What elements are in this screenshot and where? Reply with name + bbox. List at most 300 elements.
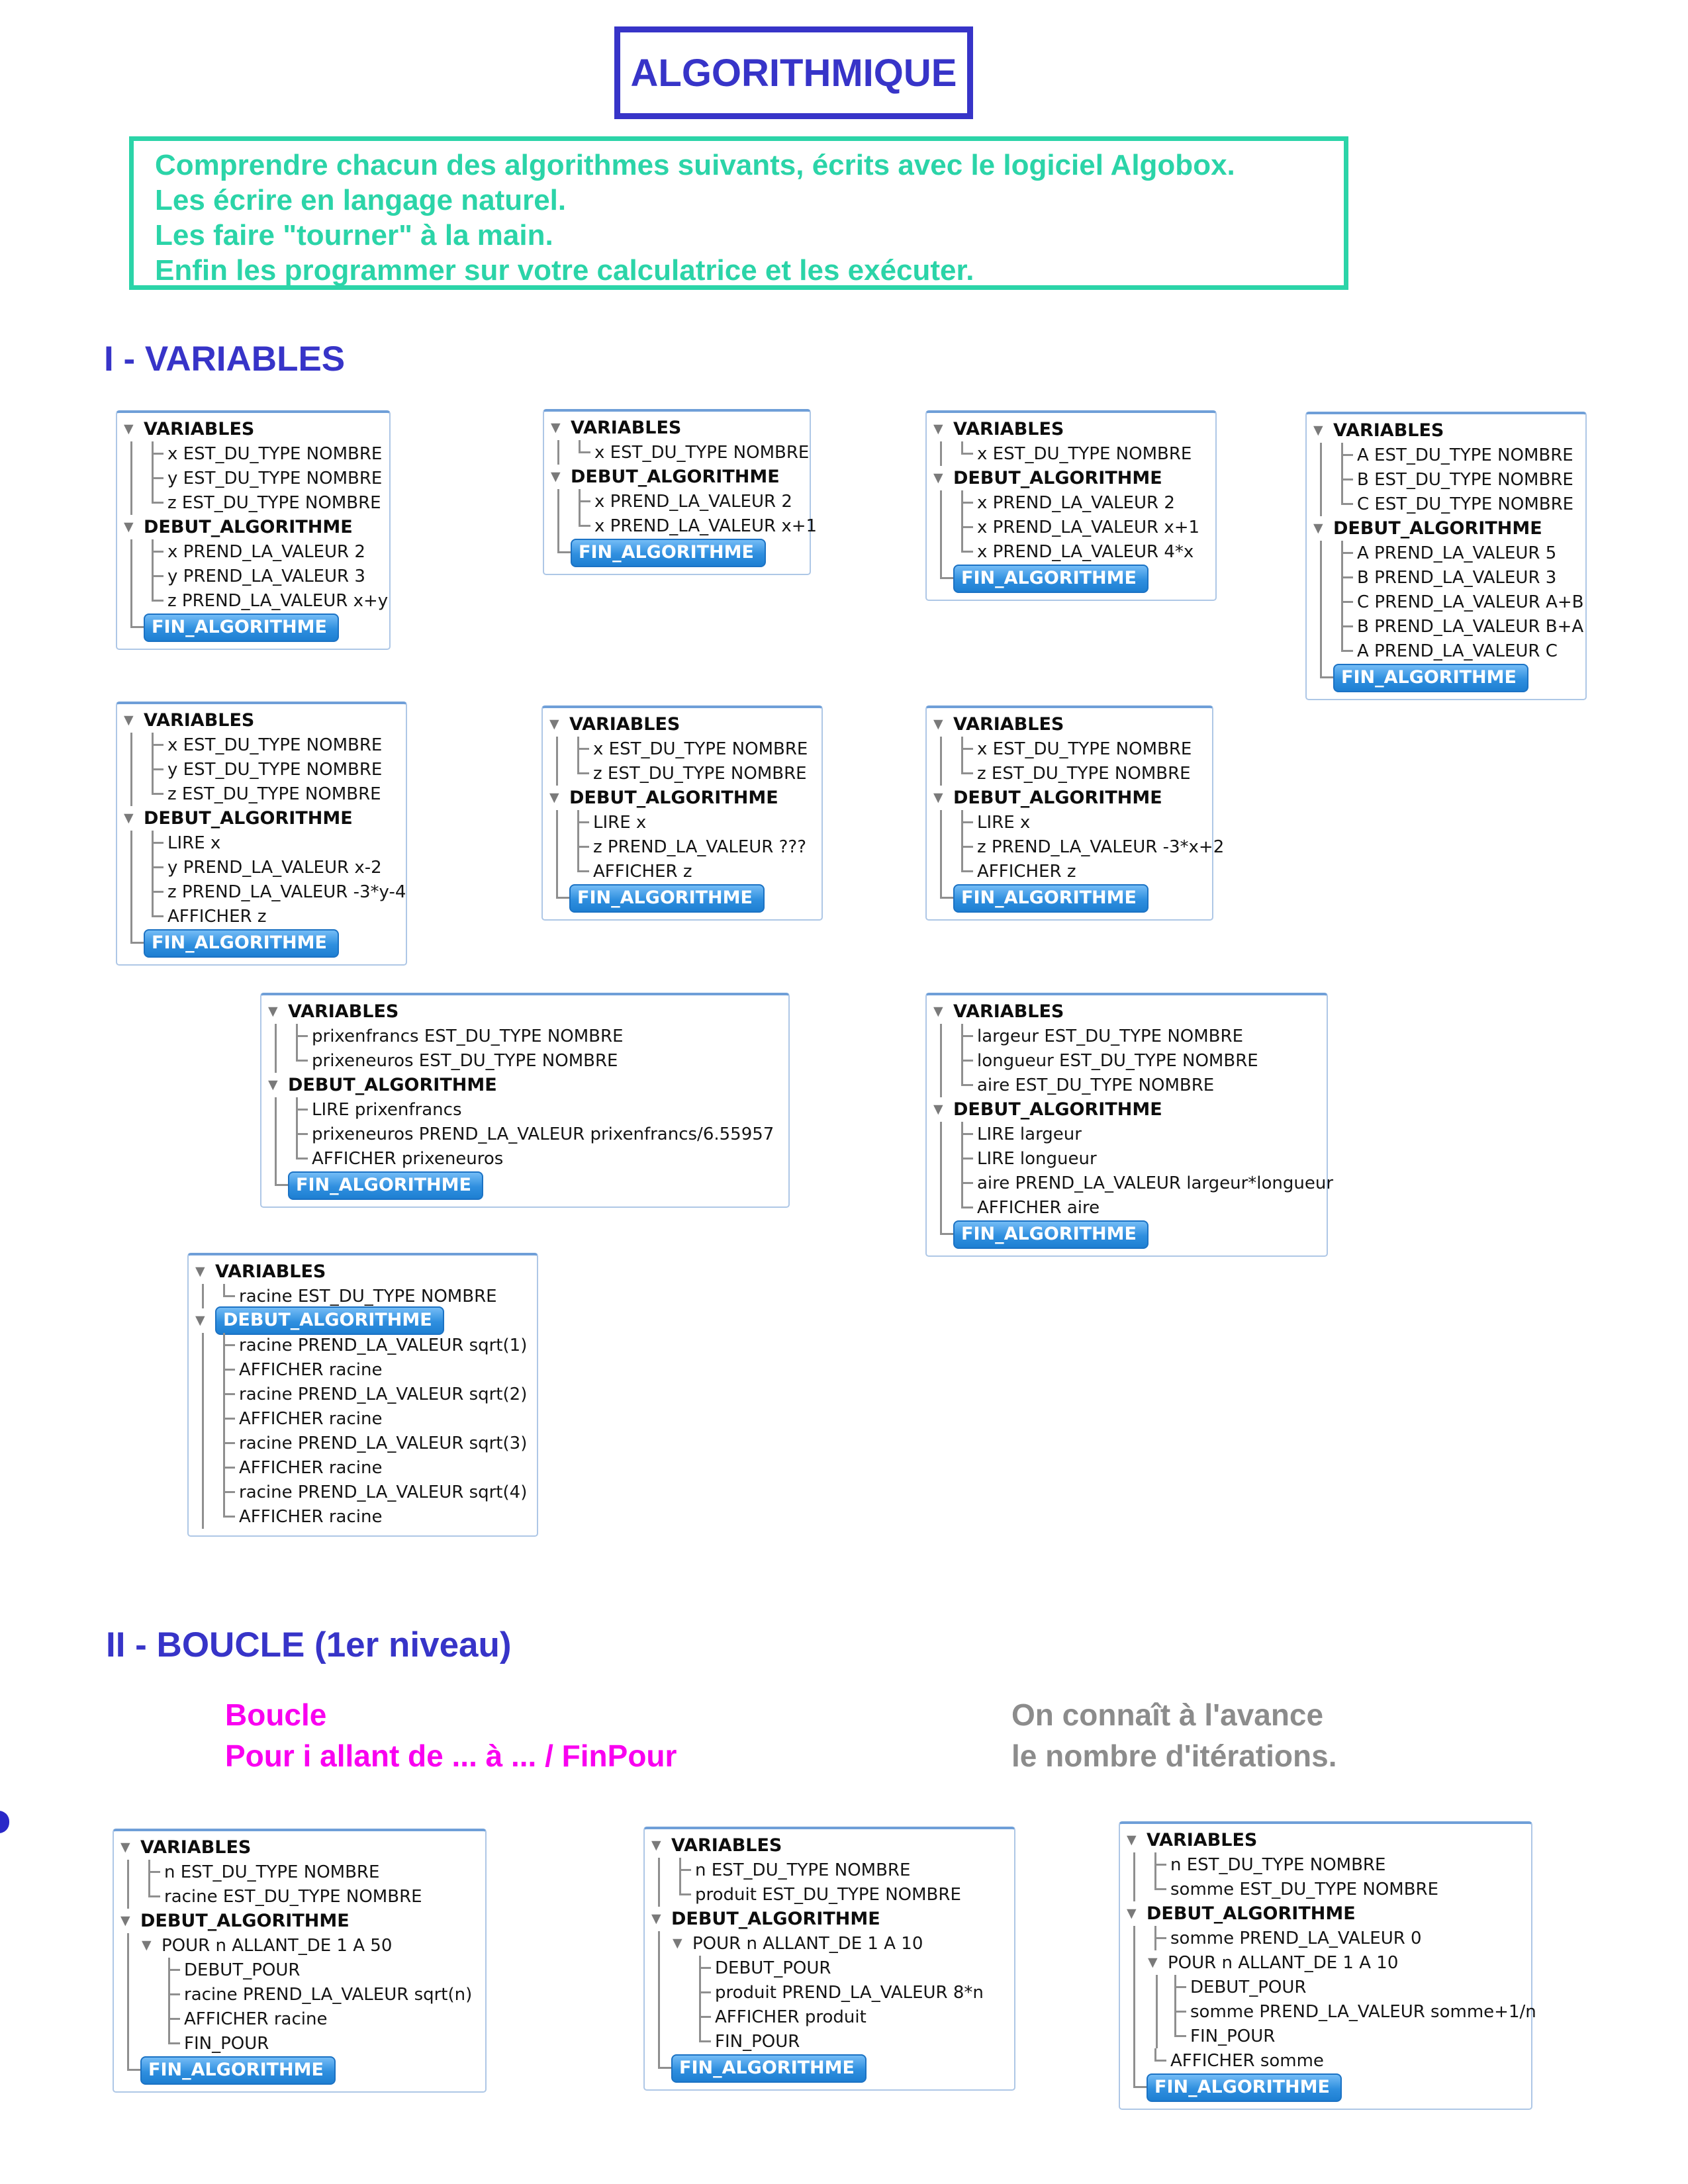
tree-branch-connector [215, 1406, 235, 1431]
tree-node-label: VARIABLES [144, 419, 255, 439]
tree-branch-connector [144, 855, 164, 880]
tree-node-item[interactable] [1124, 1999, 1536, 2024]
tree-connector-line [1147, 1999, 1166, 2024]
tree-node-label: z EST_DU_TYPE NOMBRE [977, 763, 1191, 784]
tree-node-item[interactable] [121, 757, 402, 782]
tree-node-label: DEBUT_ALGORITHME [140, 1911, 350, 1931]
tree-connector-line [1311, 492, 1333, 516]
tree-node-label: n EST_DU_TYPE NOMBRE [1170, 1854, 1386, 1875]
tree-node-item[interactable] [931, 1122, 1323, 1146]
tree-node-item[interactable] [121, 904, 402, 929]
tree-node-header[interactable] [1311, 418, 1581, 443]
tree-node-header[interactable] [193, 1259, 533, 1284]
tree-node-item[interactable] [649, 2029, 1010, 2054]
tree-node-label: AFFICHER aire [977, 1197, 1100, 1218]
tree-connector-line [1124, 1975, 1147, 1999]
tree-connector-line [671, 2029, 691, 2054]
tree-node-loop-header[interactable] [118, 1933, 481, 1958]
tree-branch-connector [547, 884, 569, 913]
tree-node-item[interactable] [193, 1504, 533, 1529]
tree-node-label: DEBUT_ALGORITHME [144, 808, 353, 829]
expanded-triangle-icon[interactable]: ▼ [549, 717, 559, 731]
tree-node-item[interactable] [121, 441, 385, 466]
expanded-triangle-icon[interactable]: ▼ [1127, 1833, 1137, 1847]
tree-node-item[interactable] [193, 1431, 533, 1455]
instruction-line: Enfin les programmer sur votre calculatrice et les exécuter. [155, 254, 974, 287]
tree-node-label: DEBUT_POUR [184, 1960, 301, 1980]
tree-node-item[interactable] [931, 761, 1208, 786]
tree-branch-connector [144, 757, 164, 782]
tree-node-item[interactable] [1124, 2048, 1527, 2073]
tree-node-item[interactable] [548, 489, 806, 514]
tree-branch-connector [649, 2054, 671, 2083]
tree-connector-line [1311, 590, 1333, 614]
tree-node-fin-selected[interactable] [547, 884, 818, 913]
tree-node-item[interactable] [1311, 492, 1581, 516]
expanded-triangle-icon[interactable]: ▼ [1313, 521, 1323, 535]
expanded-triangle-icon[interactable]: ▼ [124, 422, 134, 436]
tree-node-header[interactable] [548, 465, 806, 489]
tree-branch-connector [144, 904, 164, 929]
tree-node-item[interactable] [1311, 590, 1584, 614]
tree-node-fin-selected[interactable] [931, 1220, 1323, 1249]
tree-connector-line [931, 1048, 953, 1073]
tree-connector-line [1311, 565, 1333, 590]
expanded-triangle-icon[interactable]: ▼ [120, 1913, 130, 1928]
tree-node-item[interactable] [121, 564, 385, 588]
tree-node-label: x EST_DU_TYPE NOMBRE [977, 443, 1192, 464]
tree-node-item[interactable] [121, 880, 406, 904]
tree-connector-line [265, 1048, 288, 1073]
tree-node-item[interactable] [1124, 1926, 1527, 1950]
instructions-box [129, 136, 1348, 290]
tree-node-header-selected[interactable] [193, 1308, 533, 1333]
tree-branch-connector [215, 1504, 235, 1529]
instruction-line: Les faire "tourner" à la main. [155, 219, 553, 251]
expanded-triangle-icon[interactable]: ▼ [551, 420, 561, 435]
tree-node-item[interactable] [1311, 614, 1584, 639]
tree-node-item[interactable] [118, 1860, 481, 1884]
tree-node-item[interactable] [265, 1122, 784, 1146]
tree-branch-connector [1147, 1926, 1166, 1950]
tree-node-label: AFFICHER produit [715, 2007, 867, 2027]
tree-node-header[interactable] [118, 1835, 481, 1860]
tree-node-label-selected: FIN_ALGORITHME [953, 884, 1149, 913]
tree-node-fin-selected[interactable] [121, 613, 385, 642]
tree-node-fin-selected[interactable] [1124, 2073, 1527, 2102]
tree-node-label: VARIABLES [1333, 420, 1444, 441]
tree-connector-line [1311, 443, 1333, 467]
tree-node-item[interactable] [193, 1284, 533, 1308]
expanded-triangle-icon[interactable]: ▼ [549, 790, 559, 805]
tree-node-item[interactable] [931, 1073, 1323, 1097]
tree-node-label: racine EST_DU_TYPE NOMBRE [239, 1286, 497, 1306]
tree-node-item[interactable] [193, 1455, 533, 1480]
tree-node-fin-selected[interactable] [1311, 663, 1581, 692]
tree-connector-line [140, 1958, 160, 1982]
expanded-triangle-icon[interactable]: ▼ [673, 1936, 682, 1950]
expanded-triangle-icon[interactable]: ▼ [933, 422, 943, 436]
tree-node-label: VARIABLES [671, 1835, 782, 1856]
tree-node-item[interactable] [649, 2005, 1010, 2029]
tree-node-item[interactable] [121, 733, 402, 757]
tree-node-label: VARIABLES [571, 418, 682, 438]
tree-connector-line [1124, 1877, 1147, 1901]
tree-connector-line [121, 490, 144, 515]
tree-branch-connector [1147, 1852, 1166, 1877]
tree-node-label: AFFICHER racine [239, 1457, 383, 1478]
tree-node-item[interactable] [931, 835, 1225, 859]
tree-node-fin-selected[interactable] [121, 929, 402, 958]
tree-branch-connector [215, 1382, 235, 1406]
tree-node-item[interactable] [548, 514, 818, 538]
tree-node-label: prixenfrancs EST_DU_TYPE NOMBRE [312, 1026, 624, 1046]
tree-node-header[interactable] [547, 712, 818, 737]
tree-node-header[interactable] [118, 1909, 481, 1933]
tree-node-header[interactable] [649, 1833, 1010, 1858]
tree-node-label: AFFICHER racine [239, 1506, 383, 1527]
tree-branch-connector [691, 1980, 711, 2005]
tree-node-label: C PREND_LA_VALEUR A+B [1357, 592, 1584, 612]
tree-connector-line [193, 1357, 215, 1382]
tree-branch-connector [1333, 467, 1353, 492]
tree-node-label: FIN_POUR [184, 2033, 269, 2054]
tree-branch-connector [140, 1884, 160, 1909]
boucle-note-magenta [225, 1694, 677, 1776]
expanded-triangle-icon[interactable]: ▼ [124, 713, 134, 727]
expanded-triangle-icon[interactable]: ▼ [651, 1838, 661, 1852]
tree-node-item[interactable] [931, 1195, 1323, 1220]
algobox-tree [925, 993, 1334, 1257]
tree-branch-connector [671, 1882, 691, 1907]
tree-node-header[interactable] [931, 417, 1211, 441]
tree-node-item[interactable] [1311, 541, 1581, 565]
tree-connector-line [1124, 1950, 1147, 1975]
algobox-tree [643, 1827, 1015, 2091]
tree-node-label: somme EST_DU_TYPE NOMBRE [1170, 1879, 1439, 1899]
tree-node-label: racine EST_DU_TYPE NOMBRE [164, 1886, 422, 1907]
boucle-note-line: Pour i allant de ... à ... / FinPour [225, 1739, 677, 1773]
tree-node-item[interactable] [121, 831, 402, 855]
tree-node-header[interactable] [1124, 1828, 1527, 1852]
tree-node-label: x PREND_LA_VALEUR 4*x [977, 541, 1194, 562]
tree-node-header[interactable] [931, 712, 1208, 737]
tree-node-item[interactable] [265, 1097, 784, 1122]
tree-branch-connector [953, 761, 973, 786]
tree-node-label: AFFICHER z [977, 861, 1076, 882]
tree-node-label: racine PREND_LA_VALEUR sqrt(3) [239, 1433, 528, 1453]
tree-node-fin-selected[interactable] [548, 538, 806, 567]
tree-node-item[interactable] [118, 1958, 481, 1982]
tree-node-item[interactable] [118, 2031, 481, 2056]
tree-connector-line [121, 441, 144, 466]
tree-connector-line [121, 539, 144, 564]
tree-connector-line [265, 1024, 288, 1048]
tree-node-item[interactable] [649, 1882, 1010, 1907]
tree-node-label-selected: FIN_ALGORITHME [288, 1171, 483, 1200]
tree-branch-connector [953, 810, 973, 835]
tree-node-item[interactable] [547, 810, 818, 835]
tree-node-header[interactable] [121, 515, 385, 539]
tree-connector-line [121, 831, 144, 855]
tree-node-item[interactable] [548, 440, 810, 465]
tree-node-item[interactable] [121, 490, 385, 515]
tree-branch-connector [144, 782, 164, 806]
tree-node-item[interactable] [118, 2007, 481, 2031]
tree-connector-line [1124, 2024, 1147, 2048]
tree-node-fin-selected[interactable] [265, 1171, 784, 1200]
tree-node-fin-selected[interactable] [931, 564, 1211, 593]
tree-connector-line [118, 1958, 140, 1982]
tree-node-label: A PREND_LA_VALEUR C [1357, 641, 1558, 661]
tree-connector-line [547, 810, 569, 835]
tree-node-item[interactable] [931, 490, 1211, 515]
tree-node-header[interactable] [649, 1907, 1010, 1931]
tree-node-label: prixeneuros PREND_LA_VALEUR prixenfrancs/6.55957 [312, 1124, 774, 1144]
tree-node-item[interactable] [121, 466, 385, 490]
tree-node-label: A PREND_LA_VALEUR 5 [1357, 543, 1557, 563]
tree-connector-line [193, 1406, 215, 1431]
tree-node-header[interactable] [1124, 1901, 1527, 1926]
expanded-triangle-icon[interactable]: ▼ [268, 1077, 278, 1092]
tree-node-item[interactable] [265, 1024, 784, 1048]
tree-branch-connector [569, 737, 589, 761]
tree-node-header[interactable] [265, 999, 784, 1024]
tree-node-item[interactable] [649, 1956, 1010, 1980]
expanded-triangle-icon[interactable]: ▼ [933, 471, 943, 485]
tree-node-header[interactable] [547, 786, 818, 810]
tree-node-label: x PREND_LA_VALEUR 2 [594, 491, 792, 512]
expanded-triangle-icon[interactable]: ▼ [124, 520, 134, 534]
tree-node-item[interactable] [931, 441, 1211, 466]
expanded-triangle-icon[interactable]: ▼ [195, 1313, 205, 1328]
tree-node-label: AFFICHER z [167, 906, 267, 927]
tree-node-header[interactable] [931, 786, 1208, 810]
tree-node-label: somme PREND_LA_VALEUR 0 [1170, 1928, 1422, 1948]
tree-node-item[interactable] [1124, 2024, 1527, 2048]
tree-node-item[interactable] [121, 855, 402, 880]
tree-node-item[interactable] [193, 1480, 533, 1504]
tree-connector-line [548, 440, 571, 465]
tree-node-label: DEBUT_ALGORITHME [1147, 1903, 1356, 1924]
tree-node-header[interactable] [121, 417, 385, 441]
expanded-triangle-icon[interactable]: ▼ [933, 1102, 943, 1116]
tree-branch-connector [1333, 492, 1353, 516]
tree-node-item[interactable] [931, 1171, 1334, 1195]
tree-node-header[interactable] [931, 999, 1323, 1024]
tree-branch-connector [953, 1195, 973, 1220]
expanded-triangle-icon[interactable]: ▼ [933, 717, 943, 731]
expanded-triangle-icon[interactable]: ▼ [651, 1911, 661, 1926]
tree-connector-line [671, 1980, 691, 2005]
tree-node-item[interactable] [931, 1048, 1323, 1073]
tree-node-item[interactable] [265, 1146, 784, 1171]
expanded-triangle-icon[interactable]: ▼ [124, 811, 134, 825]
tree-node-item[interactable] [931, 737, 1208, 761]
tree-connector-line [193, 1382, 215, 1406]
tree-node-label-selected: FIN_ALGORITHME [1333, 664, 1528, 692]
tree-branch-connector [144, 490, 164, 515]
tree-node-loop-header[interactable] [1124, 1950, 1527, 1975]
tree-branch-connector [144, 880, 164, 904]
tree-node-item[interactable] [649, 1980, 1010, 2005]
tree-node-label: VARIABLES [953, 1001, 1064, 1022]
tree-branch-connector [1333, 541, 1353, 565]
tree-node-item[interactable] [1311, 639, 1581, 663]
tree-connector-line [118, 1860, 140, 1884]
tree-connector-line [1311, 639, 1333, 663]
tree-node-item[interactable] [193, 1382, 533, 1406]
tree-node-item[interactable] [1124, 1975, 1527, 1999]
expanded-triangle-icon[interactable]: ▼ [1148, 1955, 1158, 1970]
tree-node-label: VARIABLES [953, 714, 1064, 735]
tree-node-header[interactable] [548, 416, 806, 440]
expanded-triangle-icon[interactable]: ▼ [551, 469, 561, 484]
tree-branch-connector [1333, 565, 1353, 590]
algobox-tree [543, 409, 818, 575]
tree-branch-connector [1333, 443, 1353, 467]
tree-node-item[interactable] [118, 1884, 481, 1909]
tree-node-item[interactable] [547, 859, 818, 884]
expanded-triangle-icon[interactable]: ▼ [268, 1004, 278, 1019]
tree-node-item[interactable] [547, 761, 818, 786]
tree-node-label: VARIABLES [1147, 1830, 1258, 1850]
tree-node-header[interactable] [265, 1073, 784, 1097]
tree-branch-connector [265, 1171, 288, 1200]
tree-node-item[interactable] [193, 1333, 533, 1357]
tree-node-item[interactable] [547, 737, 818, 761]
tree-branch-connector [215, 1333, 235, 1357]
tree-node-fin-selected[interactable] [118, 2056, 481, 2085]
tree-connector-line [649, 1858, 671, 1882]
tree-connector-line [265, 1146, 288, 1171]
tree-node-header[interactable] [121, 708, 402, 733]
tree-node-item[interactable] [1311, 565, 1581, 590]
tree-connector-line [193, 1480, 215, 1504]
tree-connector-line [671, 1956, 691, 1980]
algobox-tree [925, 705, 1225, 921]
tree-connector-line [140, 2007, 160, 2031]
tree-node-item[interactable] [121, 539, 385, 564]
tree-connector-line [1311, 541, 1333, 565]
tree-branch-connector [118, 2056, 140, 2085]
tree-branch-connector [953, 441, 973, 466]
tree-branch-connector [144, 733, 164, 757]
expanded-triangle-icon[interactable]: ▼ [933, 1004, 943, 1019]
tree-connector-line [121, 466, 144, 490]
expanded-triangle-icon[interactable]: ▼ [933, 790, 943, 805]
expanded-triangle-icon[interactable]: ▼ [120, 1840, 130, 1854]
tree-node-item[interactable] [265, 1048, 784, 1073]
tree-node-label: DEBUT_POUR [715, 1958, 831, 1978]
algobox-tree [116, 410, 391, 650]
tree-node-item[interactable] [931, 539, 1211, 564]
tree-node-label: DEBUT_ALGORITHME [953, 788, 1162, 808]
tree-node-fin-selected[interactable] [649, 2054, 1010, 2083]
tree-connector-line [118, 2007, 140, 2031]
tree-node-item[interactable] [1311, 443, 1581, 467]
tree-branch-connector [569, 835, 589, 859]
tree-node-label: LIRE prixenfrancs [312, 1099, 462, 1120]
boucle-note-line: On connaît à l'avance [1011, 1698, 1324, 1732]
tree-branch-connector [121, 929, 144, 958]
tree-branch-connector [953, 737, 973, 761]
expanded-triangle-icon[interactable]: ▼ [1127, 1906, 1137, 1921]
tree-node-label: LIRE x [167, 833, 221, 853]
tree-node-item[interactable] [118, 1982, 481, 2007]
tree-node-loop-header[interactable] [649, 1931, 1010, 1956]
tree-node-item[interactable] [547, 835, 818, 859]
tree-node-item[interactable] [931, 810, 1208, 835]
tree-branch-connector [160, 1958, 180, 1982]
tree-connector-line [931, 515, 953, 539]
tree-node-item[interactable] [649, 1858, 1010, 1882]
tree-node-header[interactable] [931, 1097, 1323, 1122]
tree-node-item[interactable] [1124, 1877, 1527, 1901]
tree-branch-connector [1333, 614, 1353, 639]
tree-connector-line [193, 1455, 215, 1480]
tree-node-item[interactable] [931, 1146, 1323, 1171]
tree-node-label-selected: DEBUT_ALGORITHME [215, 1306, 444, 1335]
tree-connector-line [118, 2031, 140, 2056]
tree-node-header[interactable] [931, 466, 1211, 490]
tree-connector-line [121, 733, 144, 757]
expanded-triangle-icon[interactable]: ▼ [142, 1938, 152, 1952]
tree-node-item[interactable] [1124, 1852, 1527, 1877]
tree-node-header[interactable] [121, 806, 402, 831]
tree-branch-connector [931, 884, 953, 913]
tree-node-label: x PREND_LA_VALEUR 2 [167, 541, 365, 562]
tree-branch-connector [953, 1048, 973, 1073]
tree-node-label: DEBUT_ALGORITHME [671, 1909, 880, 1929]
tree-node-label: produit PREND_LA_VALEUR 8*n [715, 1982, 984, 2003]
tree-node-item[interactable] [193, 1357, 533, 1382]
tree-branch-connector [953, 1171, 973, 1195]
tree-branch-connector [953, 515, 973, 539]
tree-node-label: LIRE x [977, 812, 1031, 833]
tree-node-header[interactable] [1311, 516, 1581, 541]
tree-node-label: x EST_DU_TYPE NOMBRE [167, 735, 383, 755]
tree-node-item[interactable] [121, 588, 389, 613]
tree-node-label: x PREND_LA_VALEUR 2 [977, 492, 1175, 513]
tree-node-item[interactable] [931, 515, 1211, 539]
tree-node-label: VARIABLES [288, 1001, 399, 1022]
tree-node-label: VARIABLES [144, 710, 255, 731]
tree-node-label: AFFICHER racine [239, 1408, 383, 1429]
tree-connector-line [265, 1122, 288, 1146]
tree-node-item[interactable] [121, 782, 402, 806]
tree-node-fin-selected[interactable] [931, 884, 1208, 913]
tree-branch-connector [144, 441, 164, 466]
tree-node-label-selected: FIN_ALGORITHME [1147, 2073, 1342, 2102]
tree-node-label: prixeneuros EST_DU_TYPE NOMBRE [312, 1050, 618, 1071]
tree-node-item[interactable] [193, 1406, 533, 1431]
tree-branch-connector [1147, 1877, 1166, 1901]
tree-node-label: DEBUT_ALGORITHME [288, 1075, 497, 1095]
tree-connector-line [193, 1333, 215, 1357]
tree-branch-connector [215, 1284, 235, 1308]
expanded-triangle-icon[interactable]: ▼ [195, 1264, 205, 1279]
tree-node-item[interactable] [1311, 467, 1581, 492]
tree-node-label: DEBUT_ALGORITHME [571, 467, 780, 487]
tree-branch-connector [288, 1024, 308, 1048]
expanded-triangle-icon[interactable]: ▼ [1313, 423, 1323, 437]
algobox-tree [113, 1829, 487, 2093]
tree-node-label: racine PREND_LA_VALEUR sqrt(1) [239, 1335, 528, 1355]
tree-node-item[interactable] [931, 1024, 1323, 1048]
tree-connector-line [121, 757, 144, 782]
tree-node-item[interactable] [931, 859, 1208, 884]
